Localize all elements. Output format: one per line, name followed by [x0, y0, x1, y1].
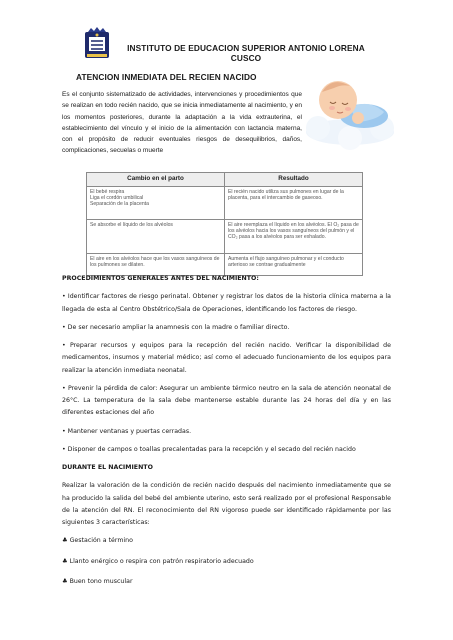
bullet-item: • Preparar recursos y equipos para la recepción del recién nacido. Verificar la disponibilidad de medicamentos, insumos y material médico; así como el adecuado funcionamiento de los equipos para realizar la atención inmediata neonatal. — [62, 342, 391, 374]
cambio-line: Liga el cordón umbilical — [90, 194, 144, 201]
intro-paragraph: Es el conjunto sistematizado de actividades, intervenciones y procedimientos que se realizan en todo recién nacido, que se inicia inmediatamente al nacimiento, y en los momentos posteriores, durante la adaptación a la vida extrauterina, el establecimiento del vínculo y el inicio de la alimentación con lactancia materna, con el propósito de reducir eventuales riesgos de desequilibrios, daños, complicaciones, secuelas o muerte — [62, 91, 302, 155]
table-header-cambio: Cambio en el parto — [87, 173, 225, 187]
characteristic-item: ♣ Llanto enérgico o respira con patrón respiratorio adecuado — [62, 557, 254, 565]
table-cell-resultado: Aumenta el flujo sanguíneo pulmonar y el conducto arterioso se contrae gradualmente — [225, 254, 363, 276]
characteristic-item: ♣ Gestación a término — [62, 537, 133, 545]
table-row — [87, 187, 363, 220]
table-cell-cambio — [87, 187, 225, 220]
institution-city: CUSCO — [230, 52, 262, 63]
cambio-line: El bebé respira — [90, 188, 125, 195]
durante-paragraph: Realizar la valoración de la condición de recién nacido después del nacimiento inmediatamente que se ha producido la salida del bebé del ambiente uterino, esto será realizado por el profesional Responsable de la atención del RN. El reconocimiento del RN vigoroso puede ser identificado rápidamente por las siguientes 3 características: — [62, 482, 391, 526]
sleeping-baby-illustration — [298, 68, 402, 150]
section-heading-procedimientos: PROCEDIMIENTOS GENERALES ANTES DEL NACIMIENTO: — [62, 275, 259, 282]
birth-changes-table — [86, 172, 363, 276]
institution-name — [106, 44, 386, 63]
cambio-line: Separación de la placenta — [90, 201, 149, 208]
section-heading-durante: DURANTE EL NACIMIENTO — [62, 464, 153, 472]
cambio-line: Se absorbe el líquido de los alvéolos — [90, 221, 173, 228]
table-cell-cambio — [87, 220, 225, 254]
characteristic-item: ♣ Buen tono muscular — [62, 577, 133, 585]
institution-name-line1: INSTITUTO DE EDUCACION SUPERIOR ANTONIO LORENA — [127, 43, 365, 53]
bullet-item: • De ser necesario ampliar la anamnesis con la madre o familiar directo. — [62, 323, 290, 331]
table-cell-resultado: El aire reemplaza el líquido en los alvéolos. El O₂ pasa de los alvéolos hacia los vasos sanguíneos del pulmón y el CO₂ pasa a los alvéolos para ser exhalado. — [225, 220, 363, 254]
table-row — [87, 220, 363, 254]
table-cell-resultado: El recién nacido utiliza sus pulmones en lugar de la placenta, para el intercambio de gaseoso. — [225, 187, 363, 220]
bullet-item: • Identificar factores de riesgo perinatal. Obtener y registrar los datos de la historia clínica materna a la llegada de esta al Centro Obstétrico/Sala de Operaciones, identificando los factores de riesgo. — [62, 293, 391, 313]
bullet-item: • Mantener ventanas y puertas cerradas. — [62, 427, 192, 435]
bullet-item: • Prevenir la pérdida de calor: Asegurar un ambiente térmico neutro en la sala de atención neonatal de 26°C. La temperatura de la sala debe mantenerse estable durante las 24 horas del día y en las diferentes estaciones del año — [62, 384, 391, 417]
document-body — [62, 273, 391, 596]
bullet-item: • Disponer de campos o toallas precalentadas para la recepción y el secado del recién nacido — [62, 445, 356, 453]
document-title: ATENCION INMEDIATA DEL RECIEN NACIDO — [76, 72, 257, 82]
table-header-resultado: Resultado — [225, 173, 363, 187]
cambio-line: El aire en los alvéolos hace que los vasos sanguíneos de los pulmones se dilaten. — [90, 255, 220, 268]
